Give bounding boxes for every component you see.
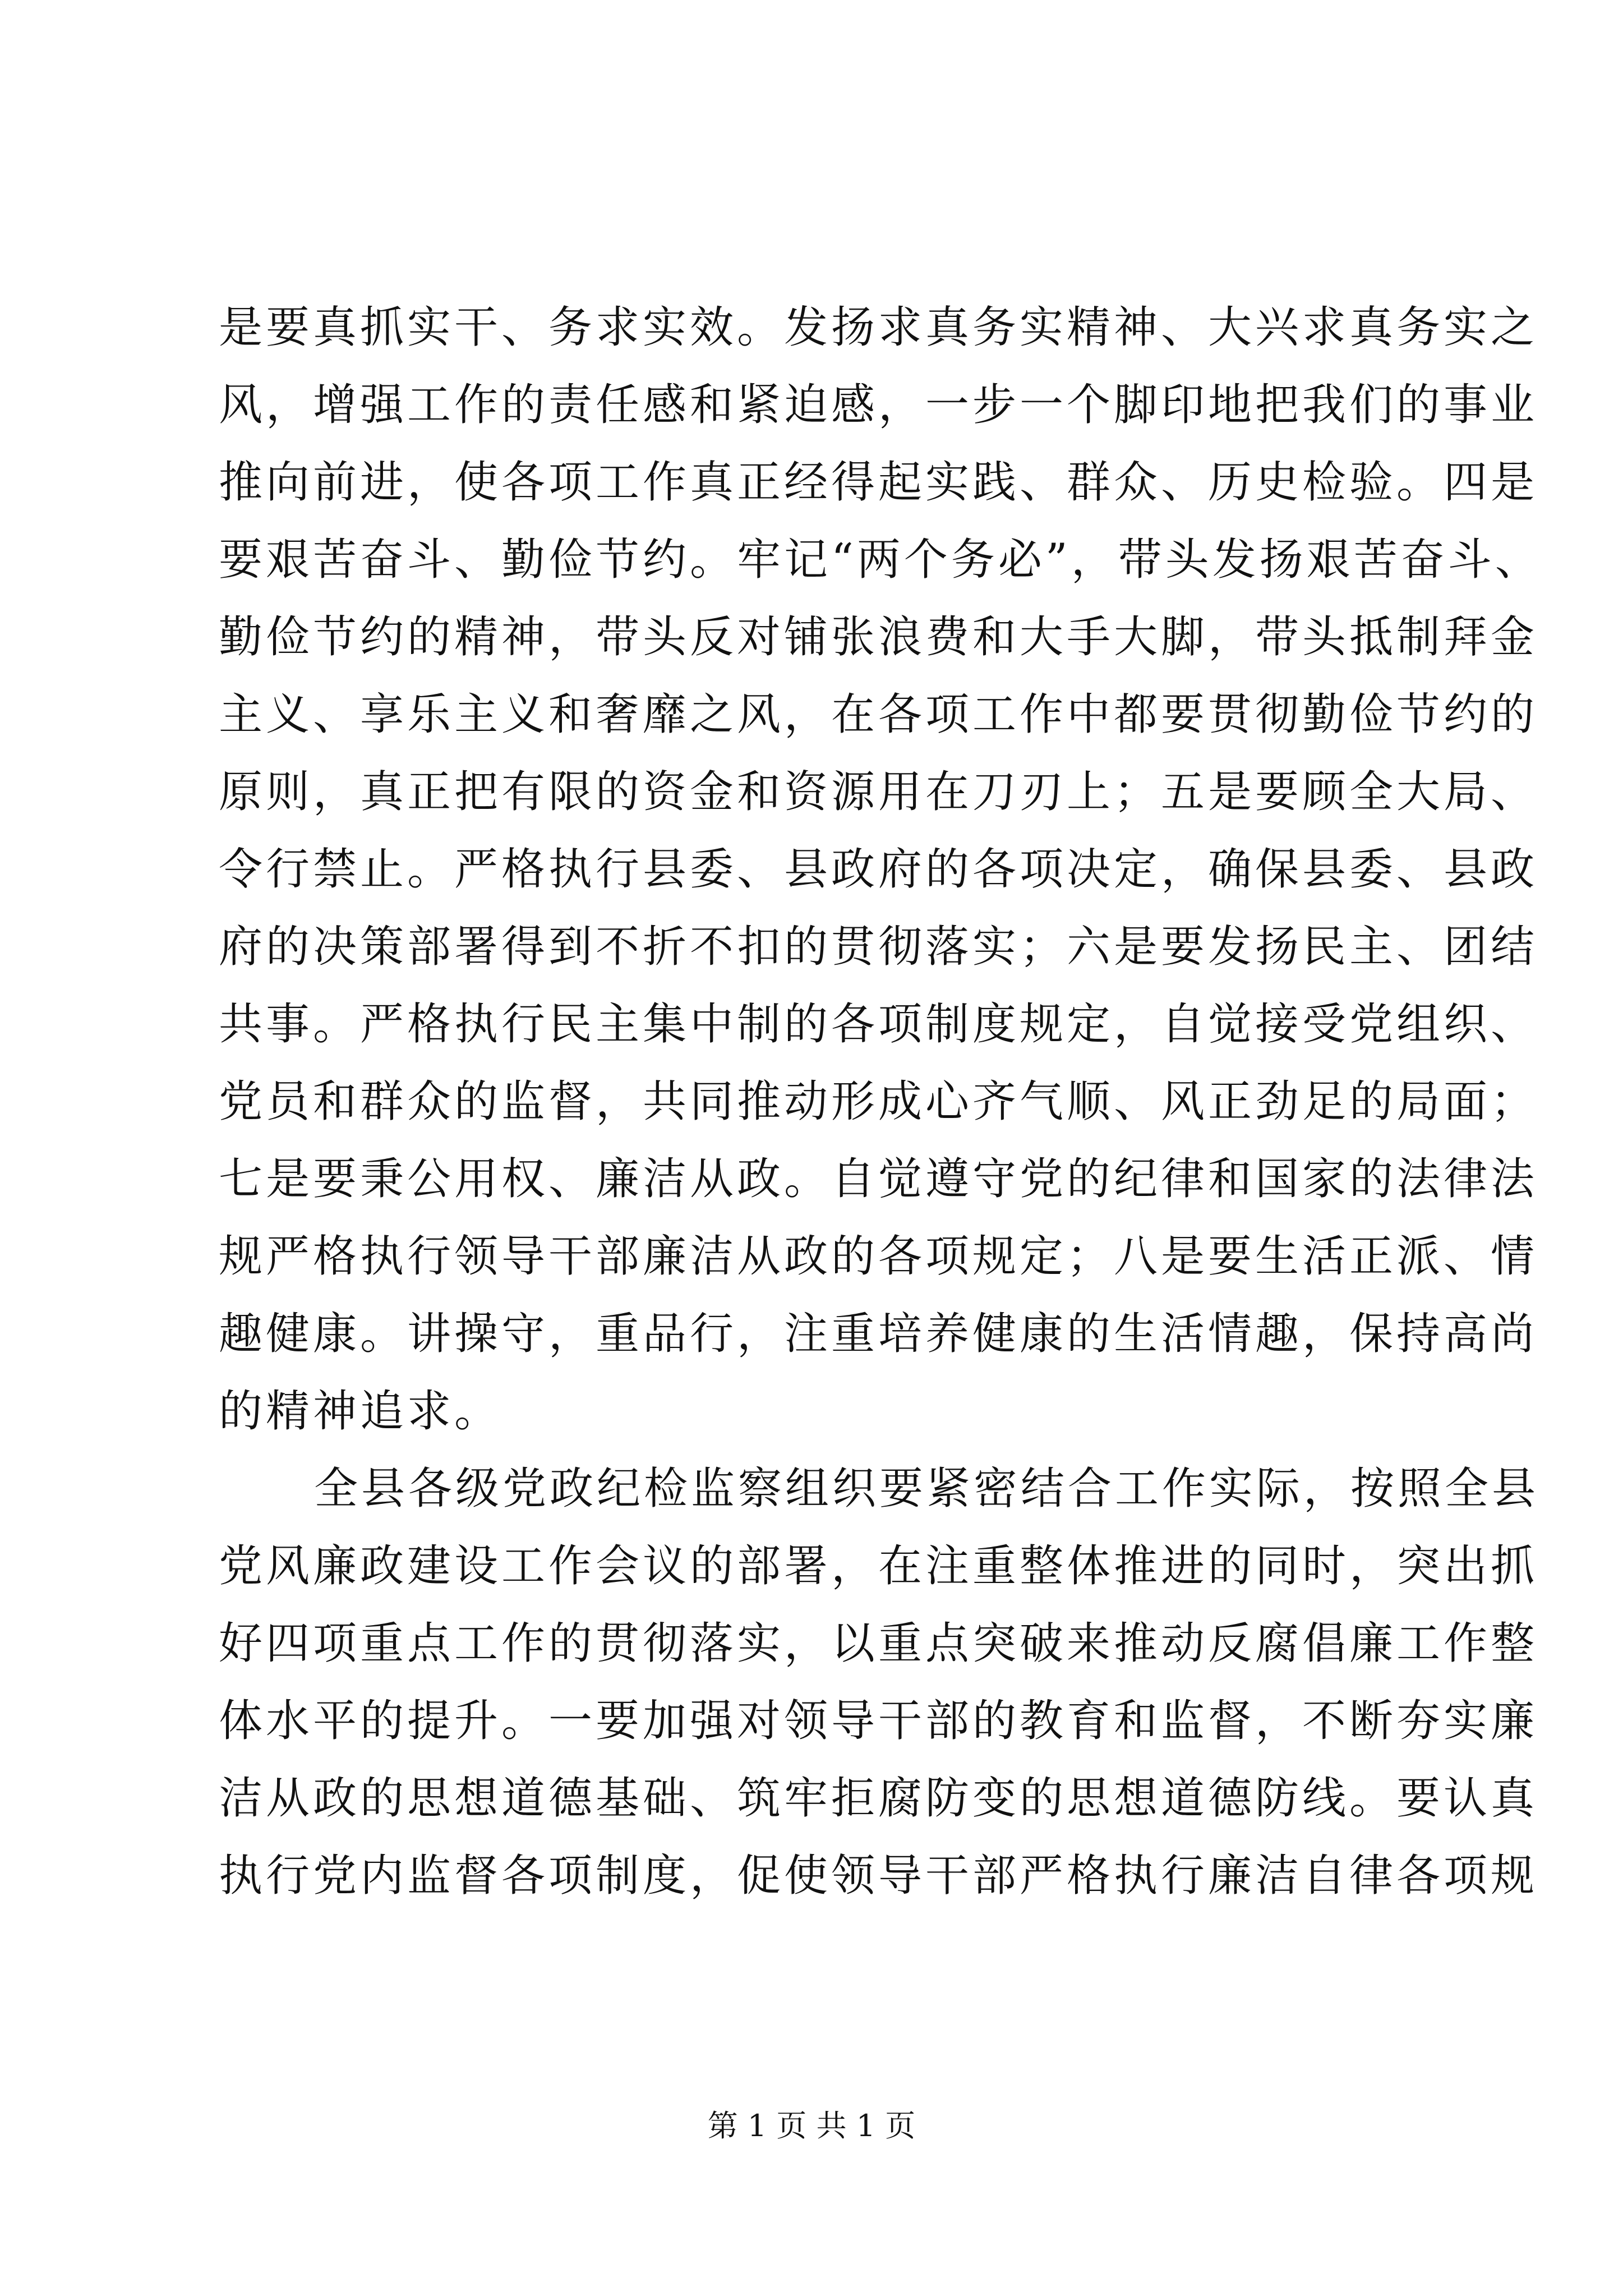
text-line: 要艰苦奋斗、勤俭节约。牢记“两个务必”，带头发扬艰苦奋斗、 (219, 535, 1542, 585)
text-line: 体水平的提升。一要加强对领导干部的教育和监督，不断夯实廉 (219, 1696, 1538, 1746)
text-line: 府的决策部署得到不折不扣的贯彻落实；六是要发扬民主、团结 (219, 922, 1538, 972)
text-line: 推向前进，使各项工作真正经得起实践、群众、历史检验。四是 (219, 457, 1538, 508)
text-line: 令行禁止。严格执行县委、县政府的各项决定，确保县委、县政 (219, 844, 1538, 895)
text-line: 趣健康。讲操守，重品行，注重培养健康的生活情趣，保持高尚 (219, 1309, 1538, 1359)
text-line: 执行党内监督各项制度，促使领导干部严格执行廉洁自律各项规 (219, 1851, 1538, 1901)
text-line: 好四项重点工作的贯彻落实，以重点突破来推动反腐倡廉工作整 (219, 1618, 1538, 1669)
text-line: 规严格执行领导干部廉洁从政的各项规定；八是要生活正派、情 (219, 1231, 1538, 1282)
document-body (219, 289, 1542, 1915)
text-line: 党风廉政建设工作会议的部署，在注重整体推进的同时，突出抓 (219, 1541, 1538, 1591)
text-line: 风，增强工作的责任感和紧迫感，一步一个脚印地把我们的事业 (219, 380, 1538, 430)
page-number-footer: 第 1 页 共 1 页 (707, 2108, 916, 2143)
text-line: 主义、享乐主义和奢靡之风，在各项工作中都要贯彻勤俭节约的 (219, 689, 1538, 740)
text-line: 勤俭节约的精神，带头反对铺张浪费和大手大脚，带头抵制拜金 (219, 612, 1538, 662)
text-line: 党员和群众的监督，共同推动形成心齐气顺、风正劲足的局面； (219, 1076, 1538, 1127)
text-line: 原则，真正把有限的资金和资源用在刀刃上；五是要顾全大局、 (219, 767, 1538, 817)
text-line: 共事。严格执行民主集中制的各项制度规定，自觉接受党组织、 (219, 999, 1538, 1050)
paragraph-first-line: 全县各级党政纪检监察组织要紧密结合工作实际，按照全县 (314, 1464, 1539, 1514)
text-line: 是要真抓实干、务求实效。发扬求真务实精神、大兴求真务实之 (219, 302, 1538, 353)
text-line: 洁从政的思想道德基础、筑牢拒腐防变的思想道德防线。要认真 (219, 1773, 1538, 1824)
text-line: 七是要秉公用权、廉洁从政。自觉遵守党的纪律和国家的法律法 (219, 1154, 1538, 1204)
text-line: 的精神追求。 (219, 1386, 502, 1437)
